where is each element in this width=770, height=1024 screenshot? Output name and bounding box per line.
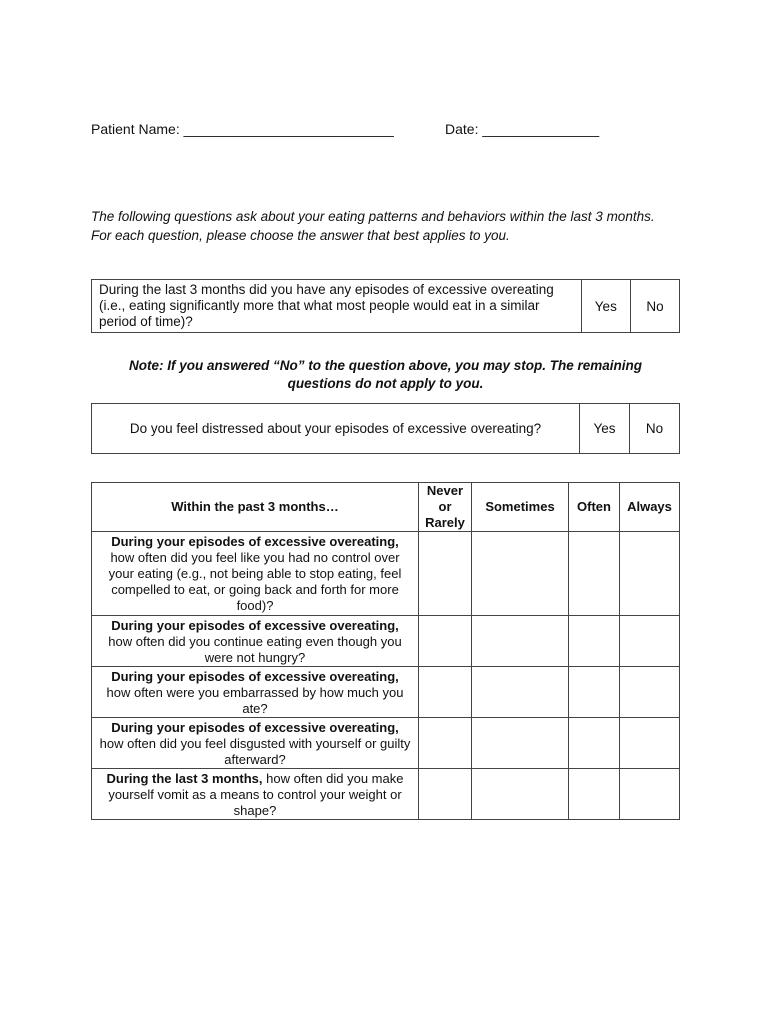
question-2-no-option[interactable]: No (630, 404, 680, 454)
question-1-yes-option[interactable]: Yes (581, 280, 630, 333)
question-rest: how often did you feel like you had no control over your eating (e.g., not being able to stop eating, feel compelled to eat, or going back and forth for more food)? (108, 550, 402, 613)
question-2-yes-option[interactable]: Yes (580, 404, 630, 454)
table-row (92, 667, 680, 718)
question-cell (92, 769, 419, 820)
question-2-text: Do you feel distressed about your episodes of excessive overeating? (92, 404, 580, 454)
question-2-table (91, 403, 680, 454)
patient-name-field[interactable]: Patient Name: ___________________________ (91, 121, 394, 137)
question-rest: how often did you continue eating even though you were not hungry? (108, 633, 402, 665)
table-row (92, 532, 680, 616)
table-row (92, 616, 680, 667)
question-rest: how often were you embarrassed by how much you ate? (106, 684, 404, 716)
answer-cell-always[interactable] (620, 667, 680, 718)
stop-note-line-1: Note: If you answered “No” to the question above, you may stop. The remaining (128, 358, 643, 373)
question-cell (92, 667, 419, 718)
answer-cell-often[interactable] (569, 718, 620, 769)
answer-cell-always[interactable] (620, 532, 680, 616)
instructions (91, 207, 691, 245)
answer-cell-often[interactable] (569, 616, 620, 667)
answer-cell-sometimes[interactable] (472, 667, 569, 718)
answer-cell-always[interactable] (620, 718, 680, 769)
column-often: Often (569, 483, 620, 532)
answer-cell-often[interactable] (569, 769, 620, 820)
question-lead: During the last 3 months, (106, 770, 263, 786)
answer-cell-never-or-rarely[interactable] (419, 718, 472, 769)
answer-cell-sometimes[interactable] (472, 769, 569, 820)
question-rest: how often did you feel disgusted with yourself or guilty afterward? (99, 735, 411, 767)
date-field[interactable]: Date: _______________ (445, 121, 600, 137)
table-row (92, 718, 680, 769)
question-1-no-option[interactable]: No (630, 280, 679, 333)
instructions-line-2: For each question, please choose the answer that best applies to you. (91, 228, 510, 243)
answer-cell-never-or-rarely[interactable] (419, 616, 472, 667)
question-lead: During your episodes of excessive overeating, (111, 617, 399, 633)
answer-cell-never-or-rarely[interactable] (419, 532, 472, 616)
question-lead: During your episodes of excessive overeating, (111, 534, 399, 549)
question-cell (92, 616, 419, 667)
answer-cell-never-or-rarely[interactable] (419, 769, 472, 820)
answer-cell-always[interactable] (620, 616, 680, 667)
column-always: Always (620, 483, 680, 532)
question-lead: During your episodes of excessive overeating, (111, 668, 399, 684)
table-row (92, 769, 680, 820)
question-1-text: During the last 3 months did you have any episodes of excessive overeating (i.e., eating significantly more that what most people would eat in a similar period of time)? (92, 280, 582, 333)
answer-cell-sometimes[interactable] (472, 616, 569, 667)
stop-note-line-2: questions do not apply to you. (287, 376, 484, 391)
question-rest: how often did you make yourself vomit as a means to control your weight or shape? (108, 770, 404, 818)
question-1-table (91, 279, 680, 333)
column-sometimes: Sometimes (472, 483, 569, 532)
question-cell (92, 718, 419, 769)
column-never-or-rarely: Never or Rarely (419, 483, 472, 532)
frequency-table (91, 482, 680, 820)
answer-cell-sometimes[interactable] (472, 718, 569, 769)
question-lead: During your episodes of excessive overeating, (111, 719, 399, 735)
stop-note (91, 357, 680, 393)
question-cell (92, 532, 419, 616)
answer-cell-always[interactable] (620, 769, 680, 820)
answer-cell-often[interactable] (569, 532, 620, 616)
answer-cell-often[interactable] (569, 667, 620, 718)
answer-cell-never-or-rarely[interactable] (419, 667, 472, 718)
patient-header (91, 121, 691, 141)
instructions-line-1: The following questions ask about your eating patterns and behaviors within the last 3 months. (91, 209, 655, 224)
frequency-table-header: Within the past 3 months… (92, 483, 419, 532)
answer-cell-sometimes[interactable] (472, 532, 569, 616)
